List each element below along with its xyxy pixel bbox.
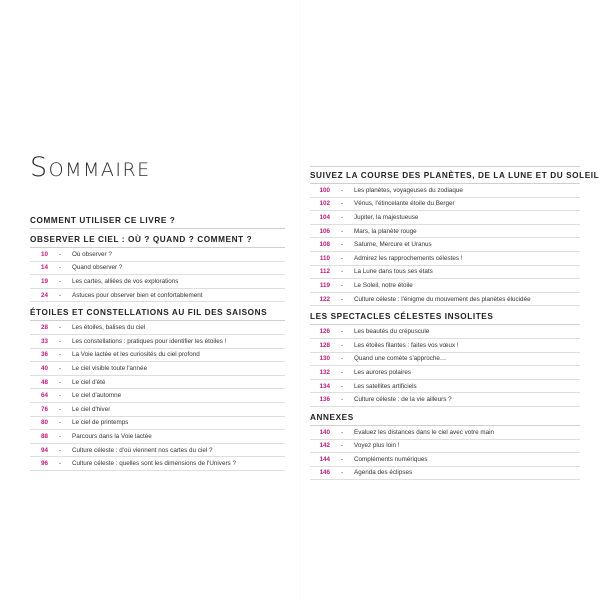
entry-title: Vénus, l'étincelante étoile du Berger — [354, 200, 455, 208]
toc-entry[interactable] — [310, 325, 580, 339]
entry-dash: - — [340, 455, 344, 463]
entry-dash: - — [340, 355, 344, 363]
page-number: 80 — [40, 419, 48, 427]
entry-title: Les beautés du crépuscule — [354, 328, 430, 336]
entry-dash: - — [340, 268, 344, 276]
toc-entry[interactable] — [310, 198, 580, 212]
entry-dash: - — [340, 213, 344, 221]
toc-entry[interactable] — [310, 225, 580, 239]
entry-dash: - — [340, 469, 344, 477]
toc-section — [310, 166, 600, 306]
entry-title: Les étoiles filantes : faites vos vœux ! — [354, 341, 459, 349]
toc-entry[interactable] — [30, 457, 285, 471]
entry-dash: - — [340, 442, 344, 450]
page-number: 40 — [40, 364, 48, 372]
toc-section — [310, 312, 580, 407]
section-heading: LES SPECTACLES CÉLESTES INSOLITES — [310, 312, 580, 325]
page-number: 146 — [319, 469, 330, 477]
entry-title: Le ciel visible toute l'année — [72, 364, 148, 372]
entry-title: La Lune dans tous ses états — [354, 268, 433, 276]
toc-entry[interactable] — [310, 426, 580, 440]
entry-dash: - — [58, 250, 62, 258]
page-number: 64 — [40, 392, 48, 400]
entry-dash: - — [340, 368, 344, 376]
toc-entry[interactable] — [30, 444, 285, 458]
page-number: 108 — [319, 241, 330, 249]
toc-entry[interactable] — [30, 362, 285, 376]
toc-entry[interactable] — [310, 211, 580, 225]
entry-title: Parcours dans la Voie lactée — [72, 432, 152, 440]
page-title: Sommaire — [30, 152, 151, 183]
entry-dash: - — [58, 291, 62, 299]
toc-entry[interactable] — [310, 380, 580, 394]
entry-title: Astuces pour observer bien et confortablement — [72, 291, 203, 299]
entry-title: Culture céleste : de la vie ailleurs ? — [354, 396, 452, 404]
page-number: 76 — [40, 405, 48, 413]
page-number: 112 — [319, 268, 330, 276]
page-number: 96 — [40, 460, 48, 468]
entry-dash: - — [58, 392, 62, 400]
entry-dash: - — [58, 446, 62, 454]
entry-dash: - — [58, 378, 62, 386]
entry-title: Voyez plus loin ! — [354, 442, 400, 450]
toc-right-column — [310, 166, 600, 486]
toc-section — [30, 235, 285, 302]
entry-dash: - — [340, 428, 344, 436]
page-number: 144 — [319, 455, 330, 463]
page-number: 10 — [40, 250, 48, 258]
toc-left-column — [30, 216, 285, 477]
page-number: 132 — [319, 368, 330, 376]
page-number: 102 — [319, 200, 330, 208]
entry-dash: - — [58, 405, 62, 413]
entry-dash: - — [58, 351, 62, 359]
toc-entry[interactable] — [310, 293, 580, 307]
entry-dash: - — [340, 341, 344, 349]
toc-entry[interactable] — [310, 453, 580, 467]
page-number: 140 — [319, 428, 330, 436]
page-number: 88 — [40, 432, 48, 440]
entry-title: Le Soleil, notre étoile — [354, 281, 413, 289]
page-number: 94 — [40, 446, 48, 454]
page-number: 142 — [319, 442, 330, 450]
entry-dash: - — [340, 241, 344, 249]
section-heading: OBSERVER LE CIEL : OÙ ? QUAND ? COMMENT ? — [30, 235, 285, 248]
section-heading: ÉTOILES ET CONSTELLATIONS AU FIL DES SAISONS — [30, 308, 285, 321]
entry-title: Compléments numériques — [354, 455, 428, 463]
toc-entry[interactable] — [310, 440, 580, 454]
page-number: 24 — [40, 291, 48, 299]
entry-title: Les planètes, voyageuses du zodiaque — [354, 186, 463, 194]
entry-dash: - — [340, 328, 344, 336]
entry-title: Les constellations : pratiques pour identifier les étoiles ! — [72, 337, 227, 345]
entry-dash: - — [340, 200, 344, 208]
toc-section — [30, 216, 285, 229]
section-heading: COMMENT UTILISER CE LIVRE ? — [30, 216, 285, 229]
entry-title: Les cartes, alliées de vos explorations — [72, 277, 179, 285]
entry-title: Saturne, Mercure et Uranus — [354, 241, 432, 249]
entry-title: Les aurores polaires — [354, 368, 412, 376]
toc-entry[interactable] — [30, 403, 285, 417]
toc-entry[interactable] — [310, 252, 580, 266]
entry-title: Culture céleste : l'énigme du mouvement des planètes élucidée — [354, 295, 531, 303]
toc-entry[interactable] — [30, 417, 285, 431]
page-number: 33 — [40, 337, 48, 345]
entry-title: Quand observer ? — [72, 264, 123, 272]
page-number: 128 — [319, 341, 330, 349]
entry-dash: - — [340, 295, 344, 303]
page-number: 122 — [319, 295, 330, 303]
entry-title: La Voie lactée et les curiosités du ciel profond — [72, 351, 200, 359]
toc-entry[interactable] — [30, 376, 285, 390]
entry-title: Agenda des éclipses — [354, 469, 413, 477]
toc-entry[interactable] — [310, 393, 580, 407]
entry-dash: - — [58, 277, 62, 285]
toc-entry[interactable] — [30, 275, 285, 289]
entry-title: Jupiter, la majestueuse — [354, 213, 419, 221]
page-number: 104 — [319, 213, 330, 221]
entry-title: Mars, la planète rouge — [354, 227, 417, 235]
toc-entry[interactable] — [310, 353, 580, 367]
entry-dash: - — [340, 254, 344, 262]
toc-section — [310, 413, 580, 480]
toc-entry[interactable] — [310, 238, 580, 252]
entry-dash: - — [340, 396, 344, 404]
entry-dash: - — [340, 281, 344, 289]
page-number: 130 — [319, 355, 330, 363]
page-number: 36 — [40, 351, 48, 359]
page-number: 100 — [319, 186, 330, 194]
page-number: 48 — [40, 378, 48, 386]
toc-entry[interactable] — [30, 248, 285, 262]
toc-entry[interactable] — [30, 389, 285, 403]
page-number: 106 — [319, 227, 330, 235]
entry-title: Quand une comète s'approche… — [354, 355, 447, 363]
entry-dash: - — [58, 264, 62, 272]
page-number: 134 — [319, 382, 330, 390]
page-number: 28 — [40, 324, 48, 332]
entry-title: Les satellites artificiels — [354, 382, 417, 390]
toc-section — [30, 308, 285, 471]
right-page — [300, 0, 600, 600]
entry-dash: - — [340, 186, 344, 194]
page-number: 110 — [319, 254, 330, 262]
toc-entry[interactable] — [310, 184, 580, 198]
toc-entry[interactable] — [310, 339, 580, 353]
toc-entry[interactable] — [30, 262, 285, 276]
page-number: 126 — [319, 328, 330, 336]
entry-title: Le ciel d'été — [72, 378, 106, 386]
entry-dash: - — [58, 432, 62, 440]
page-number: 14 — [40, 264, 48, 272]
toc-entry[interactable] — [30, 335, 285, 349]
entry-title: Culture céleste : d'où viennent nos cartes du ciel ? — [72, 446, 213, 454]
entry-title: Les étoiles, balises du ciel — [72, 324, 146, 332]
section-heading: ANNEXES — [310, 413, 580, 426]
entry-dash: - — [58, 419, 62, 427]
entry-title: Le ciel d'hiver — [72, 405, 111, 413]
toc-entry[interactable] — [310, 279, 580, 293]
entry-dash: - — [58, 364, 62, 372]
entry-title: Évaluez les distances dans le ciel avec votre main — [354, 428, 495, 436]
toc-entry[interactable] — [30, 321, 285, 335]
page-number: 19 — [40, 277, 48, 285]
toc-entry[interactable] — [310, 467, 580, 481]
toc-entry[interactable] — [30, 349, 285, 363]
entry-dash: - — [58, 324, 62, 332]
entry-dash: - — [58, 460, 62, 468]
entry-title: Où observer ? — [72, 250, 112, 258]
toc-entry[interactable] — [310, 266, 580, 280]
page-number: 136 — [319, 396, 330, 404]
entry-title: Culture céleste : quelles sont les dimensions de l'Univers ? — [72, 460, 236, 468]
entry-dash: - — [340, 227, 344, 235]
entry-title: Le ciel d'automne — [72, 392, 122, 400]
page-number: 119 — [319, 281, 330, 289]
toc-entry[interactable] — [30, 289, 285, 303]
entry-dash: - — [340, 382, 344, 390]
entry-title: Le ciel de printemps — [72, 419, 129, 427]
section-heading: SUIVEZ LA COURSE DES PLANÈTES, DE LA LUNE ET DU SOLEIL — [310, 166, 580, 184]
entry-dash: - — [58, 337, 62, 345]
toc-entry[interactable] — [30, 430, 285, 444]
entry-title: Admirez les rapprochements célestes ! — [354, 254, 463, 262]
toc-entry[interactable] — [310, 366, 580, 380]
